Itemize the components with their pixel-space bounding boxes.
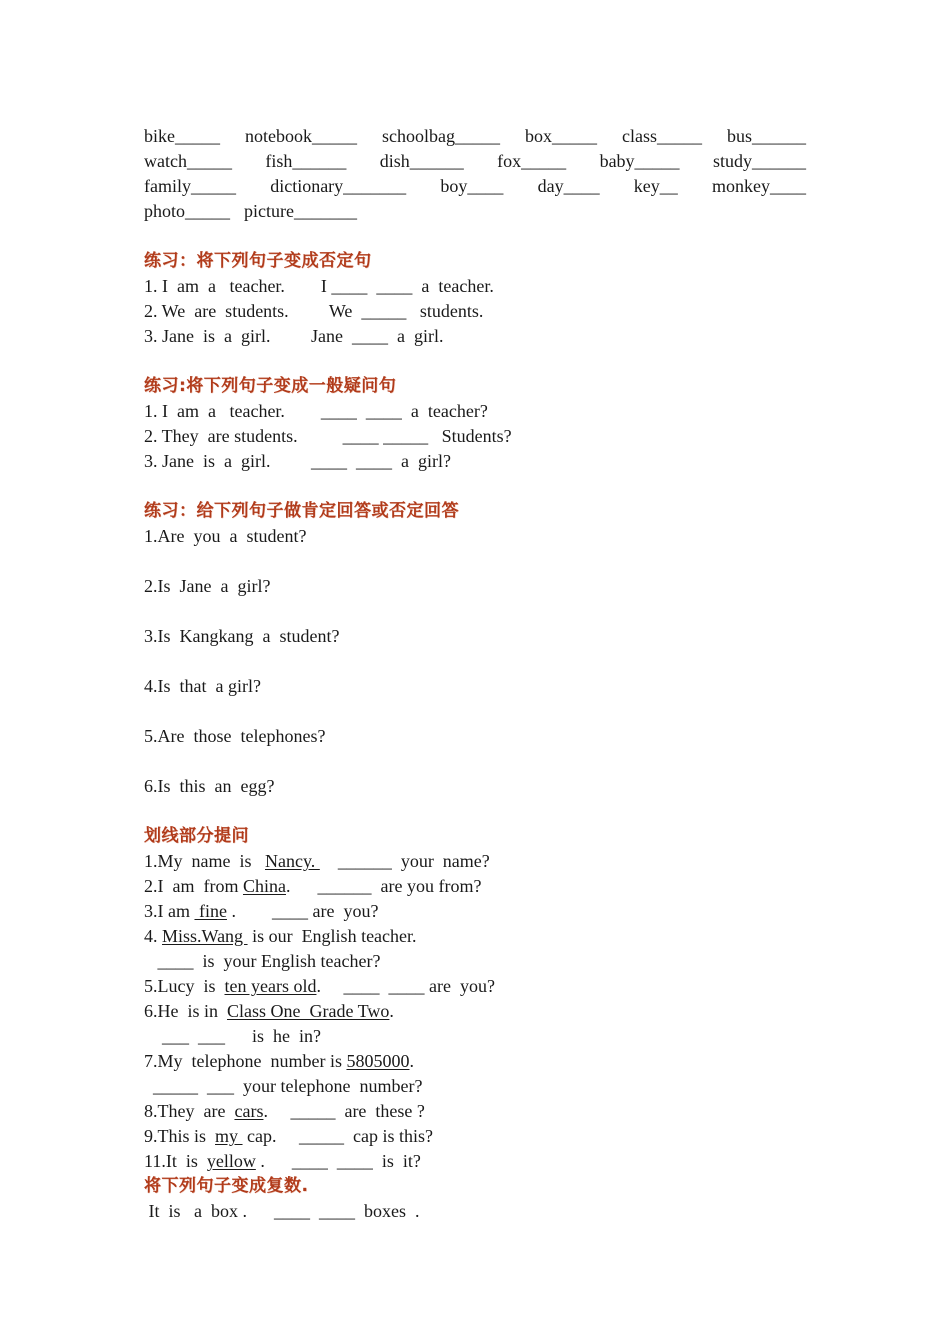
exercise-line: 1. I am a teacher. I ____ ____ a teacher. <box>144 276 494 296</box>
word-blank: dictionary_______ <box>270 176 407 196</box>
underlined-part: China <box>242 876 286 896</box>
word-blank: fox_____ <box>497 151 567 171</box>
exercise-line: 5.Lucy is ten years old. ____ ____ are you? <box>144 976 495 996</box>
underlined-part: cars <box>234 1101 264 1121</box>
underlined-part: yellow <box>206 1151 256 1171</box>
exercise-line: _____ ___ your telephone number? <box>144 1076 423 1096</box>
underlined-part: ten years old <box>224 976 317 996</box>
exercise-line: 1. I am a teacher. ____ ____ a teacher? <box>144 401 488 421</box>
exercise-line: 2. They are students. ____ _____ Students? <box>144 426 512 446</box>
word-blank: study______ <box>712 151 806 171</box>
exercise-line: 5.Are those telephones? <box>144 726 326 746</box>
plural-row-1 <box>144 124 806 149</box>
word-blank: photo_____ <box>144 201 231 221</box>
plural-row-2 <box>144 149 806 174</box>
word-blank: family_____ <box>144 176 236 196</box>
exercise-line: 1.My name is Nancy. ______ your name? <box>144 851 490 871</box>
word-blank: bus______ <box>726 126 806 146</box>
word-blank: monkey____ <box>712 176 806 196</box>
exercise-line: 2.Is Jane a girl? <box>144 576 271 596</box>
exercise-line: 4. Miss.Wang is our English teacher. <box>144 926 417 946</box>
exercise-line: It is a box . ____ ____ boxes . <box>144 1201 420 1221</box>
negative-heading: 练习：将下列句子变成否定句 <box>144 251 372 271</box>
exercise-line: 3.I am fine . ____ are you? <box>144 901 379 921</box>
plural-row-4 <box>144 199 806 224</box>
answers-heading: 练习：给下列句子做肯定回答或否定回答 <box>144 501 459 521</box>
word-blank: day____ <box>537 176 600 196</box>
exercise-line: 4.Is that a girl? <box>144 676 261 696</box>
plural-row-3 <box>144 174 806 199</box>
exercise-line: ___ ___ is he in? <box>144 1026 321 1046</box>
word-blank: fish______ <box>265 151 347 171</box>
underlined-part: Miss.Wang <box>162 926 248 946</box>
underlined-part: 5805000 <box>346 1051 410 1071</box>
word-blank: dish______ <box>379 151 464 171</box>
word-blank: picture_______ <box>244 201 357 221</box>
word-blank: boy____ <box>440 176 504 196</box>
underlined-part: Class One Grade Two <box>227 1001 390 1021</box>
question-heading: 练习:将下列句子变成一般疑问句 <box>144 376 397 396</box>
word-blank: key__ <box>633 176 678 196</box>
exercise-line: 9.This is my cap. _____ cap is this? <box>144 1126 433 1146</box>
word-blank: box_____ <box>524 126 597 146</box>
exercise-line: 6.Is this an egg? <box>144 776 275 796</box>
word-blank: bike_____ <box>144 126 220 146</box>
exercise-line: 3. Jane is a girl. ____ ____ a girl? <box>144 451 451 471</box>
word-blank: schoolbag_____ <box>382 126 500 146</box>
word-blank: baby_____ <box>599 151 680 171</box>
exercise-line: 8.They are cars. _____ are these ? <box>144 1101 425 1121</box>
exercise-line: 11.It is yellow . ____ ____ is it? <box>144 1151 421 1171</box>
exercise-line: 3.Is Kangkang a student? <box>144 626 340 646</box>
underlined-part: fine <box>194 901 227 921</box>
underline-heading: 划线部分提问 <box>144 826 249 846</box>
exercise-line: 3. Jane is a girl. Jane ____ a girl. <box>144 326 444 346</box>
word-blank: watch_____ <box>144 151 232 171</box>
underlined-part: Nancy. <box>265 851 320 871</box>
exercise-line: 6.He is in Class One Grade Two. <box>144 1001 394 1021</box>
exercise-line: 7.My telephone number is 5805000. <box>144 1051 414 1071</box>
word-blank: class_____ <box>621 126 702 146</box>
pluralize-heading: 将下列句子变成复数. <box>144 1176 309 1196</box>
exercise-line: ____ is your English teacher? <box>144 951 381 971</box>
exercise-line: 2. We are students. We _____ students. <box>144 301 484 321</box>
worksheet <box>144 124 824 1224</box>
exercise-line: 2.I am from China. ______ are you from? <box>144 876 482 896</box>
underlined-part: my <box>215 1126 243 1146</box>
word-blank: notebook_____ <box>245 126 357 146</box>
exercise-line: 1.Are you a student? <box>144 526 307 546</box>
